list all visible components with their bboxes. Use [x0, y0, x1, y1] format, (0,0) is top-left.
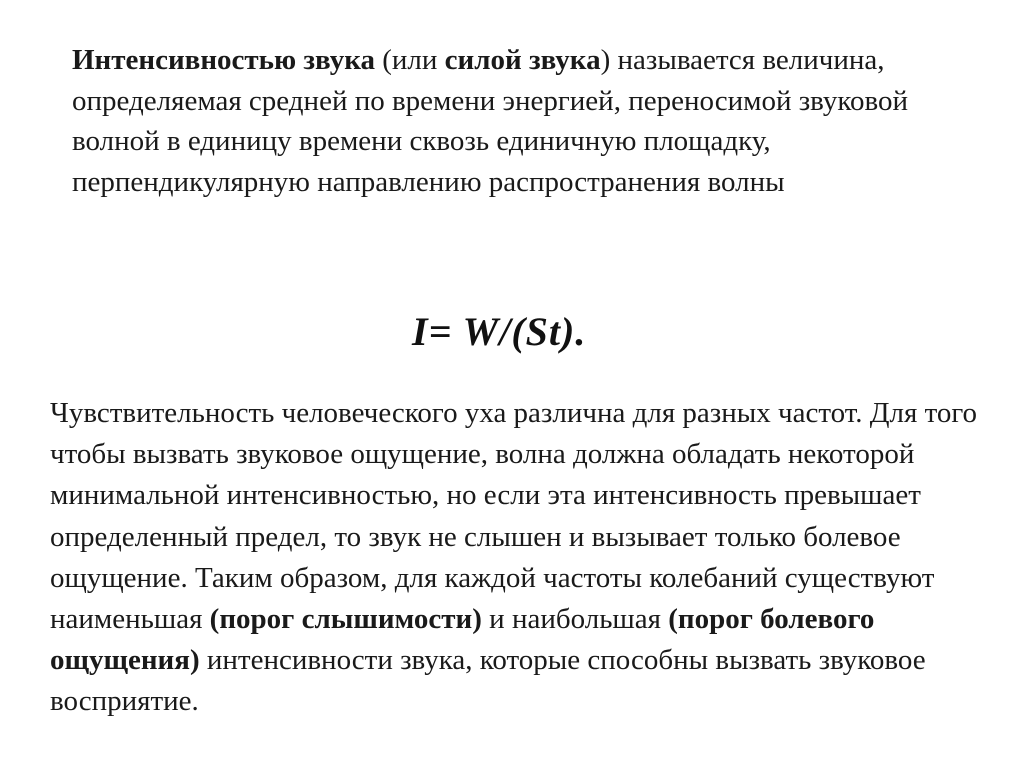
term-pain-threshold: (порог болевого ощущения) [50, 603, 875, 677]
sensitivity-text-3: интенсивности звука, которые способны вызвать звуковое восприятие. [50, 644, 926, 718]
intensity-formula: I= W/(St). [412, 309, 587, 354]
sensitivity-text-2: и наибольшая [481, 603, 669, 636]
definition-text-2: ) называется величина, определяемая средней по времени энергией, переносимой звуковой волной в единицу времени сквозь единичную площадку, перпендикулярную направлению распространения волны [72, 44, 909, 198]
definition-paragraph [72, 40, 952, 202]
sensitivity-paragraph [50, 393, 1005, 723]
sensitivity-text-1: Чувствительность человеческого уха различна для разных частот. Для того чтобы вызвать звуковое ощущение, волна должна обладать некоторой минимальной интенсивностью, но если эта интенсивность превышает определенный предел, то звук не слышен и вызывает только болевое ощущение. Таким образом, для каждой частоты колебаний существуют наименьшая [50, 397, 978, 636]
term-sound-intensity: Интенсивностью звука [72, 44, 375, 76]
term-hearing-threshold: (порог слышимости) [209, 603, 482, 636]
term-sound-strength: силой звука [444, 44, 601, 76]
definition-text-1: (или [375, 44, 445, 76]
